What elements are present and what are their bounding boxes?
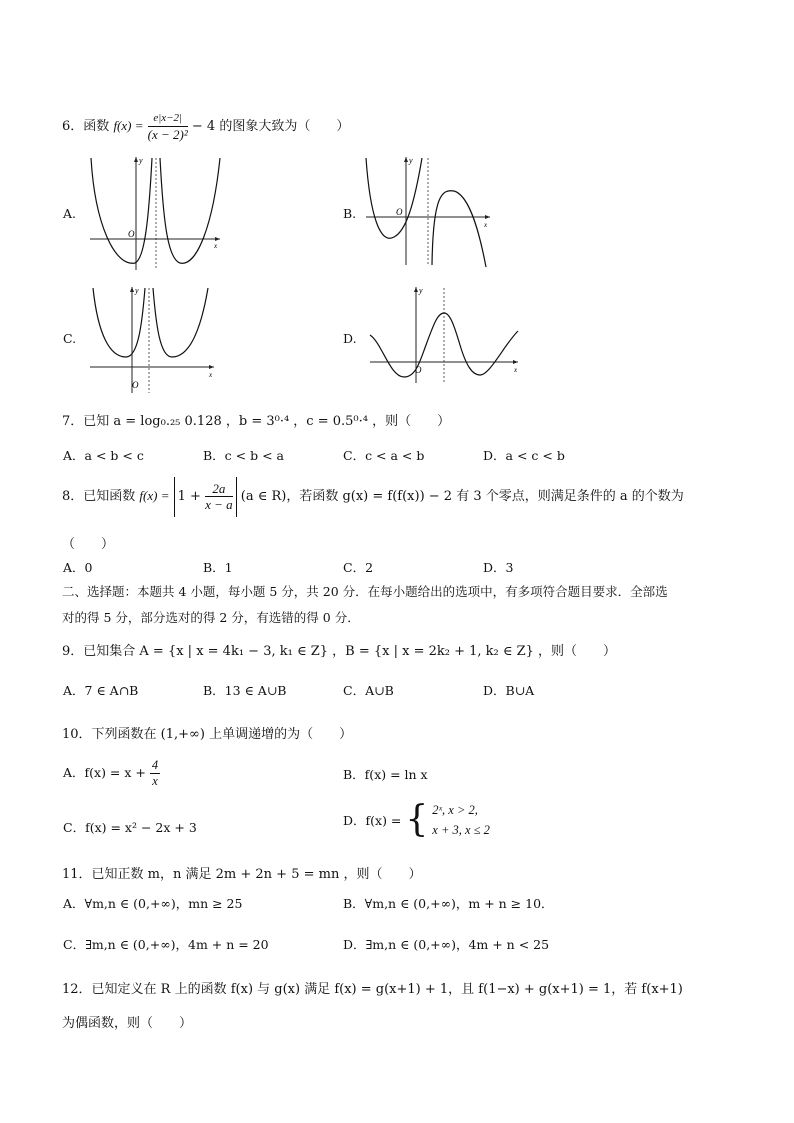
q8-denominator: x − a [205,497,233,512]
q10-option-a [63,754,160,792]
q6-option-b-label: B. [343,206,357,221]
svg-text:x: x [209,371,213,379]
q10-stem: 10．下列函数在 (1,+∞) 上单调递增的为（ ） [62,727,353,742]
q6-option-a-label: A. [63,206,77,221]
q8-fraction [205,481,233,512]
q10-option-d-brace: { [405,799,429,840]
q10-option-a-numerator: 4 [151,758,159,772]
q7-option-c: C．c < a < b [343,448,425,463]
q6-stem [62,108,349,144]
q8-paren: （ ） [62,537,115,552]
q10-option-d-case-2: x + 3, x ≤ 2 [432,823,490,837]
q10-option-a-lead: A．f(x) = x + [63,765,146,780]
q10-option-a-denominator: x [152,774,158,788]
svg-text:O: O [132,380,139,390]
svg-text:y: y [139,156,143,165]
q9-option-d: D．B∪A [483,683,535,698]
svg-text:O: O [396,207,403,217]
q8-stem [62,476,684,516]
q9-option-b: B．13 ∈ A∪B [203,683,287,698]
q8-tail: (a ∈ R)，若函数 g(x) = f(f(x)) − 2 有 3 个零点，则满足条件的 a 的个数为 [240,489,684,504]
svg-text:x: x [484,221,488,229]
q8-option-b: B．1 [203,560,233,575]
q8-numerator: 2a [205,481,233,497]
q7-stem: 7．已知 a = log₀.₂₅ 0.128 ，b = 3⁰·⁴ ，c = 0.5⁰·⁴ ，则（ ） [62,414,451,429]
svg-text:x: x [514,366,518,374]
svg-text:y: y [419,286,423,295]
q6-fraction [148,111,188,142]
q8-abs-expression [174,477,237,517]
q10-option-c: C．f(x) = x² − 2x + 3 [63,820,197,835]
q6-denominator: (x − 2)² [147,127,188,142]
section-2-heading-cont: 对的得 5 分，部分选对的得 2 分，有选错的得 0 分． [62,610,360,625]
q6-option-d-label: D. [343,331,357,346]
q8-option-d: D．3 [483,560,514,575]
svg-text:y: y [135,286,139,295]
q10-option-a-fraction [150,758,160,789]
q6-graph-a [85,155,225,273]
q9-option-a: A．7 ∈ A∩B [63,683,139,698]
svg-text:y: y [409,156,413,165]
q6-number: 6． [62,119,84,134]
q6-graph-d [368,285,523,385]
q6-graph-c [88,285,218,395]
q10-option-d-cases [432,800,490,840]
q10-option-b: B．f(x) = ln x [343,767,428,782]
svg-text:O: O [128,229,135,239]
q6-graph-b [362,155,492,267]
q11-option-c: C．∃m,n ∈ (0,+∞)，4m + n = 20 [63,937,269,952]
q7-option-a: A．a < b < c [63,448,144,463]
q7-option-d: D．a < c < b [483,448,565,463]
q10-option-d [343,800,490,846]
q8-abs-lead: 1 + [177,489,201,504]
q8-option-c: C．2 [343,560,374,575]
q11-option-d: D．∃m,n ∈ (0,+∞)，4m + n < 25 [343,937,550,952]
svg-text:O: O [415,365,422,375]
q12-stem-cont: 为偶函数，则（ ） [62,1016,193,1031]
q11-option-b: B．∀m,n ∈ (0,+∞)，m + n ≥ 10． [343,896,554,911]
q8-lead: 8．已知函数 [62,489,136,504]
q6-fx: f(x) = [113,118,144,133]
section-2-heading: 二、选择题：本题共 4 小题，每小题 5 分，共 20 分．在每小题给出的选项中，有多项符合题目要求．全部选 [62,584,668,599]
q12-stem: 12．已知定义在 R 上的函数 f(x) 与 g(x) 满足 f(x) = g(x+1) + 1，且 f(1−x) + g(x+1) = 1，若 f(x+1) [62,982,683,997]
q6-lead: 函数 [83,119,110,134]
q6-tail: − 4 的图象大致为（ ） [191,119,350,134]
q10-option-d-lead: D．f(x) = [343,813,402,828]
q8-fx: f(x) = [139,488,170,503]
q7-option-b: B．c < b < a [203,448,284,463]
q9-stem: 9．已知集合 A = {x | x = 4k₁ − 3, k₁ ∈ Z} ，B = {x | x = 2k₂ + 1, k₂ ∈ Z} ，则（ ） [62,644,617,659]
q10-option-d-case-1: 2ˣ, x > 2, [432,803,478,817]
svg-text:x: x [214,242,218,250]
q11-option-a: A．∀m,n ∈ (0,+∞)，mn ≥ 25 [63,896,243,911]
q6-numerator: e|x−2| [148,111,188,127]
q9-option-c: C．A∪B [343,683,394,698]
q8-option-a: A．0 [63,560,93,575]
q6-option-c-label: C. [63,331,77,346]
q11-stem: 11．已知正数 m，n 满足 2m + 2n + 5 = mn ，则（ ） [62,867,422,882]
